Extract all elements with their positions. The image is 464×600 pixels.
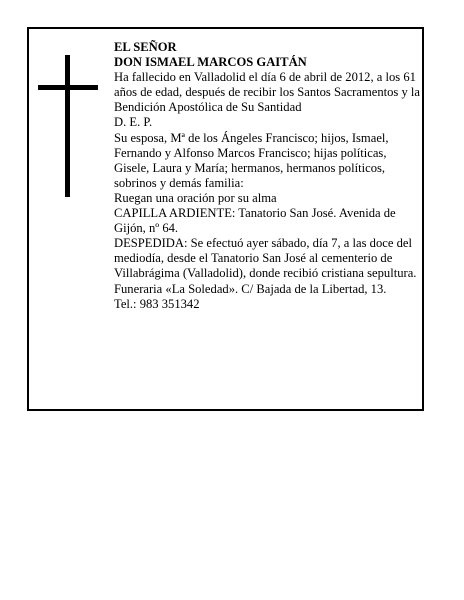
cross-vertical-bar (65, 55, 70, 197)
farewell-info: DESPEDIDA: Se efectuó ayer sábado, día 7, a las doce del mediodía, desde el Tanatorio San José al cementerio de Villabrágima (Valladolid), donde recibió cristiana sepultura. (114, 236, 417, 281)
deceased-name: DON ISMAEL MARCOS GAITÁN (114, 55, 307, 70)
phone-number: Tel.: 983 351342 (114, 296, 200, 311)
latin-cross-icon (38, 55, 98, 197)
funeral-home: Funeraria «La Soledad». C/ Bajada de la Libertad, 13. (114, 281, 387, 296)
notice-title: EL SEÑOR (114, 40, 177, 54)
chapel-info: CAPILLA ARDIENTE: Tanatorio San José. Avenida de Gijón, nº 64. (114, 206, 396, 236)
obituary-text (114, 40, 420, 312)
prayer-request: Ruegan una oración por su alma (114, 190, 277, 205)
death-announcement: Ha fallecido en Valladolid el día 6 de abril de 2012, a los 61 años de edad, después de recibir los Santos Sacramentos y la Bendición Apostólica de Su Santidad (114, 70, 421, 115)
cross-horizontal-bar (38, 85, 98, 90)
rip-line: D. E. P. (114, 115, 153, 130)
family-list: Su esposa, Mª de los Ángeles Francisco; hijos, Ismael, Fernando y Alfonso Marcos Francisco; hijas políticas, Gisele, Laura y María; hermanos, hermanos políticos, sobrinos y demás familia: (114, 130, 389, 190)
